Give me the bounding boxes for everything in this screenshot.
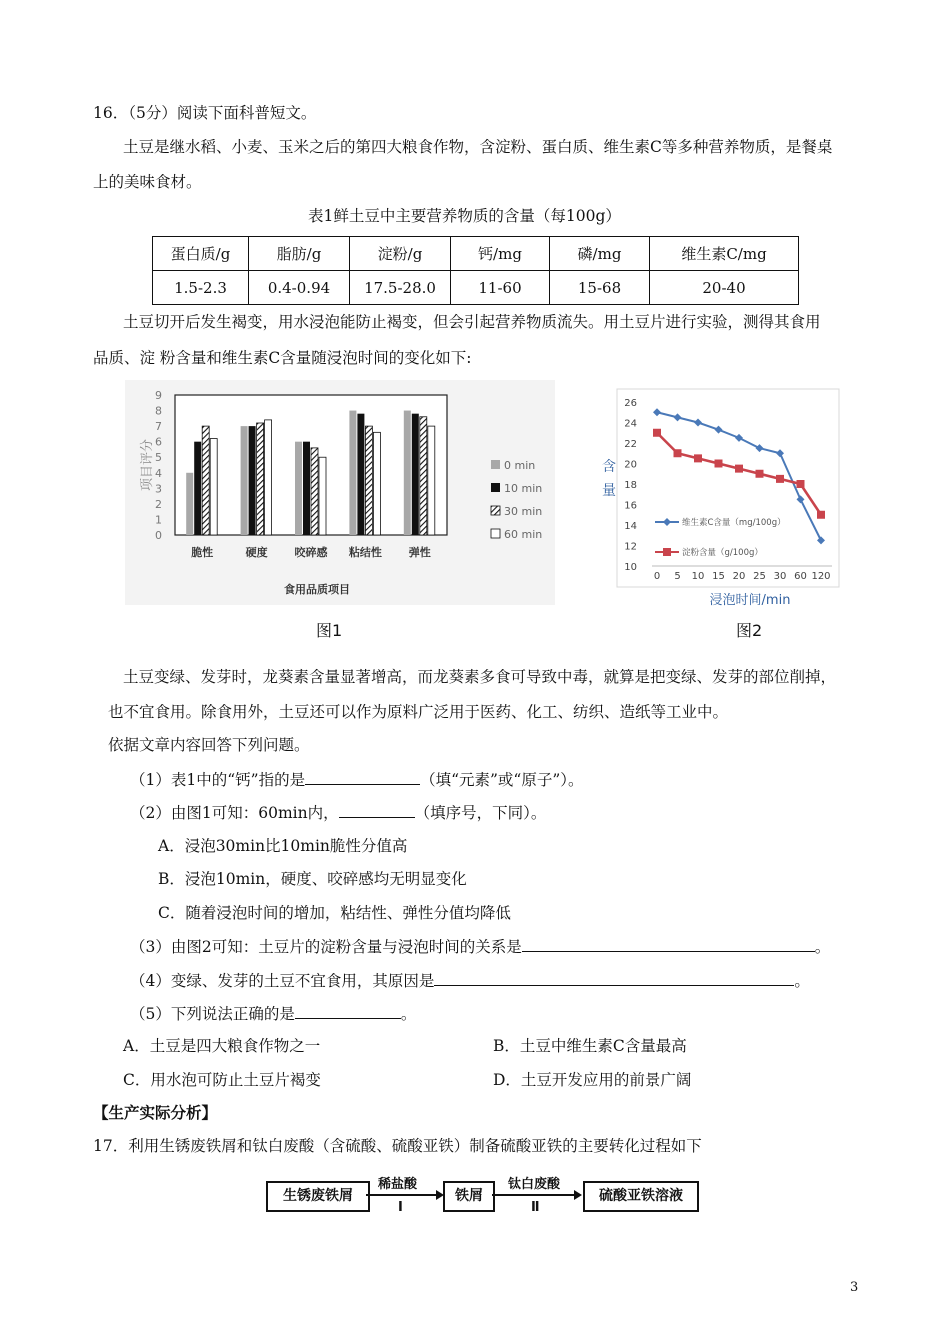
bar (257, 423, 264, 535)
arrow-2-reagent: 钛白废酸 (508, 1177, 561, 1192)
y-tick-label: 1 (155, 513, 162, 527)
arrow-2-step: Ⅱ (531, 1200, 540, 1215)
bar (404, 411, 411, 535)
starch-point (756, 470, 764, 478)
x-tick-label: 15 (712, 571, 725, 582)
option-2b: B．浸泡10min，硬度、咬碎感均无明显变化 (158, 870, 467, 888)
bar (249, 426, 256, 535)
paragraph-2-line-2: 品质、淀 粉含量和维生素C含量随浸泡时间的变化如下: (93, 349, 472, 367)
flow-box-iron: 铁屑 (443, 1181, 495, 1212)
x-category-label: 粘结性 (348, 546, 382, 559)
y-tick-label: 24 (624, 418, 637, 430)
nutrition-table (152, 236, 799, 305)
table-cell: 11-60 (451, 271, 550, 305)
table-title: 表1鲜土豆中主要营养物质的含量（每100g） (308, 207, 621, 225)
bar (311, 448, 318, 535)
starch-point (694, 454, 702, 462)
option-2a: A．浸泡30min比10min脆性分值高 (158, 837, 408, 855)
bar (265, 420, 272, 535)
table-header-cell: 淀粉/g (350, 237, 451, 271)
bar (349, 411, 356, 535)
bar (373, 432, 380, 535)
x-category-label: 咬碎感 (294, 546, 328, 559)
sub-question-3 (130, 936, 830, 957)
y-tick-label: 16 (624, 500, 637, 512)
bar (186, 473, 193, 535)
bar (357, 414, 364, 535)
x-category-label: 弹性 (408, 546, 431, 559)
x-tick-label: 0 (653, 571, 661, 582)
legend-swatch (491, 460, 500, 469)
instruction-line: 依据文章内容回答下列问题。 (108, 736, 310, 754)
sub-question-1-text: （1）表1中的“钙”指的是 (130, 771, 306, 789)
x-tick-label: 30 (773, 571, 787, 582)
legend-label: 30 min (504, 505, 543, 518)
y-tick-label: 10 (624, 562, 637, 573)
starch-point (817, 511, 825, 519)
section-label: 【生产实际分析】 (93, 1103, 218, 1122)
sub-question-3-text: （3）由图2可知：土豆片的淀粉含量与浸泡时间的关系是 (130, 938, 522, 956)
bar (202, 426, 209, 535)
starch-point (653, 429, 661, 437)
page-number: 3 (850, 1280, 859, 1295)
y-tick-label: 3 (155, 482, 162, 496)
table-cell: 1.5-2.3 (153, 271, 249, 305)
bar (303, 442, 310, 535)
starch-point (735, 465, 743, 473)
bar (365, 426, 372, 535)
option-5c: C．用水泡可防止土豆片褐变 (123, 1071, 321, 1089)
bar (319, 457, 326, 535)
figure-2-line-chart (595, 385, 840, 610)
legend-marker (663, 548, 671, 556)
x-category-label: 硬度 (245, 546, 268, 559)
sub-question-2 (130, 802, 546, 823)
sub-question-5-text: （5）下列说法正确的是 (130, 1005, 295, 1023)
arrow-1-step: Ⅰ (398, 1200, 403, 1215)
bar (241, 426, 248, 535)
paragraph-3-line-1: 土豆变绿、发芽时，龙葵素含量显著增高，而龙葵素多食可导致中毒，就算是把变绿、发芽的部位削掉， (123, 668, 837, 686)
question-17-text: 17．利用生锈废铁屑和钛白废酸（含硫酸、硫酸亚铁）制备硫酸亚铁的主要转化过程如下 (93, 1137, 702, 1155)
sub-question-4-tail: 。 (794, 972, 810, 990)
bar (420, 417, 427, 535)
table-header-cell: 蛋白质/g (153, 237, 249, 271)
legend-label: 维生素C含量（mg/100g） (682, 518, 786, 528)
sub-question-4 (130, 970, 810, 991)
paragraph-2-line-1: 土豆切开后发生褐变，用水浸泡能防止褐变，但会引起营养物质流失。用土豆片进行实验，测得其食用 (123, 313, 821, 331)
starch-point (797, 480, 805, 488)
table-header-cell: 磷/mg (550, 237, 650, 271)
starch-point (776, 475, 784, 483)
x-tick-label: 5 (674, 571, 681, 582)
y-tick-label: 26 (624, 398, 637, 409)
legend-label: 0 min (504, 459, 536, 472)
x-axis-title: 浸泡时间/min (709, 593, 791, 608)
table-cell: 17.5-28.0 (350, 271, 451, 305)
table-header-row (153, 237, 799, 271)
table-header-cell: 脂肪/g (249, 237, 350, 271)
question-16-heading: 16．（5分）阅读下面科普短文。 (93, 104, 317, 122)
x-tick-label: 60 (794, 571, 807, 582)
y-axis-title-char: 含 (602, 459, 616, 475)
paragraph-1-line-2: 上的美味食材。 (93, 173, 202, 191)
x-tick-label: 10 (691, 571, 705, 582)
figure-1-caption: 图1 (316, 621, 343, 640)
bar (412, 414, 419, 535)
option-2c: C．随着浸泡时间的增加，粘结性、弹性分值均降低 (158, 904, 511, 922)
y-tick-label: 2 (155, 497, 162, 511)
legend-swatch (491, 506, 500, 515)
figure-2-caption: 图2 (736, 621, 763, 640)
x-tick-label: 120 (811, 571, 831, 582)
table-cell: 0.4-0.94 (249, 271, 350, 305)
sub-question-5 (130, 1003, 416, 1024)
y-tick-label: 9 (155, 389, 162, 402)
sub-question-1-tail: （填“元素”或“原子”）。 (420, 771, 584, 789)
sub-question-1 (130, 769, 584, 790)
table-header-cell: 钙/mg (451, 237, 550, 271)
answer-blank-3[interactable] (522, 936, 815, 952)
sub-question-2-text: （2）由图1可知：60min内， (130, 804, 339, 822)
bar (295, 442, 302, 535)
y-tick-label: 20 (624, 459, 637, 471)
option-5a: A．土豆是四大粮食作物之一 (123, 1037, 321, 1055)
answer-blank-2[interactable] (339, 802, 415, 818)
y-tick-label: 6 (155, 435, 162, 449)
arrow-1-reagent: 稀盐酸 (378, 1177, 418, 1192)
table-cell: 15-68 (550, 271, 650, 305)
y-tick-label: 5 (155, 451, 162, 465)
starch-point (674, 449, 682, 457)
figure-1-bar-chart (125, 380, 555, 605)
y-axis-title: 项目评分 (140, 438, 155, 492)
table-cell: 20-40 (650, 271, 799, 305)
table-header-cell: 维生素C/mg (650, 237, 799, 271)
paragraph-1-line-1: 土豆是继水稻、小麦、玉米之后的第四大粮食作物，含淀粉、蛋白质、维生素C等多种营养物质，是餐桌 (123, 138, 833, 156)
answer-blank-1[interactable] (305, 769, 420, 785)
bar (428, 426, 435, 535)
sub-question-3-tail: 。 (814, 938, 831, 956)
paragraph-3-line-2: 也不宜食用。除食用外，土豆还可以作为原料广泛用于医药、化工、纺织、造纸等工业中。 (108, 703, 729, 721)
sub-question-2-tail: （填序号，下同）。 (414, 804, 547, 822)
y-tick-label: 22 (624, 439, 637, 450)
answer-blank-4[interactable] (434, 970, 794, 986)
x-category-label: 脆性 (191, 546, 214, 559)
bar (194, 442, 201, 535)
x-tick-label: 20 (732, 571, 746, 582)
legend-label: 60 min (504, 528, 543, 541)
option-5d: D．土豆开发应用的前景广阔 (493, 1071, 692, 1089)
y-axis-title-char: 量 (602, 483, 616, 499)
legend-swatch (491, 529, 500, 538)
y-tick-label: 4 (155, 466, 162, 480)
y-tick-label: 18 (624, 480, 637, 491)
y-tick-label: 0 (155, 529, 162, 542)
flow-box-ferrous-sulfate: 硫酸亚铁溶液 (583, 1181, 699, 1212)
y-tick-label: 8 (155, 404, 162, 418)
y-tick-label: 7 (155, 420, 162, 434)
flow-box-rusty-iron: 生锈废铁屑 (266, 1181, 370, 1212)
y-tick-label: 14 (624, 521, 637, 532)
table-row (153, 271, 799, 305)
legend-label: 淀粉含量（g/100g） (682, 548, 763, 558)
legend-label: 10 min (504, 482, 543, 495)
x-tick-label: 25 (753, 571, 766, 582)
starch-point (715, 460, 723, 468)
y-tick-label: 12 (624, 541, 637, 553)
answer-blank-5[interactable] (295, 1003, 401, 1019)
bar (210, 439, 217, 535)
x-axis-title: 食用品质项目 (284, 583, 350, 596)
legend-swatch (491, 483, 500, 492)
option-5b: B．土豆中维生素C含量最高 (493, 1037, 687, 1055)
sub-question-5-tail: 。 (400, 1005, 417, 1023)
sub-question-4-text: （4）变绿、发芽的土豆不宜食用，其原因是 (130, 972, 435, 990)
